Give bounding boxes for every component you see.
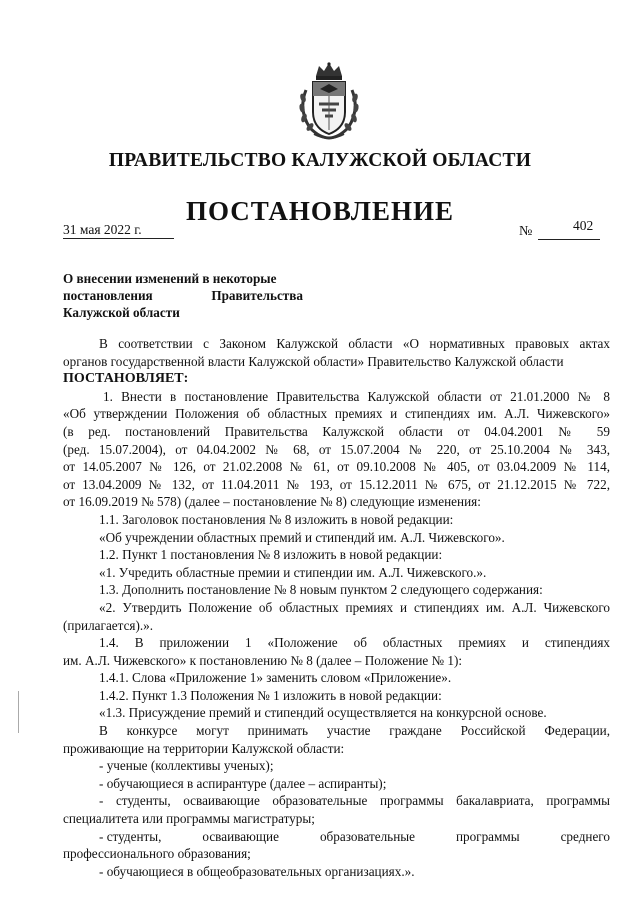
scan-margin-mark	[18, 691, 19, 733]
list-item: - ученые (коллективы ученых);	[99, 758, 274, 774]
list-word: - студенты,	[99, 828, 162, 844]
body-line: В соответствии с Законом Калужской области «О нормативных правовых актах	[99, 336, 610, 351]
decree-word: ПОСТАНОВЛЯЕТ:	[63, 371, 189, 387]
body-line: им. А.Л. Чижевского» к постановлению № 8 (далее – Положение № 1):	[63, 652, 463, 668]
list-word: образовательные	[319, 828, 415, 844]
body-line: «1.3. Присуждение премий и стипендий осуществляется на конкурсной основе.	[99, 705, 547, 721]
body-line: «Об учреждении областных премий и стипендий им. А.Л. Чижевского».	[99, 529, 505, 545]
number-sign: №	[519, 224, 533, 239]
body-line: «1. Учредить областные премии и стипендии им. А.Л. Чижевского.».	[99, 564, 487, 580]
body-line: (прилагается).».	[63, 617, 154, 633]
list-item: - обучающиеся в аспирантуре (далее – аспиранты);	[99, 775, 387, 791]
document-subject	[63, 270, 303, 321]
body-line: (в ред. постановлений Правительства Калужской области от 04.04.2001 № 59	[63, 423, 610, 439]
body-line: профессионального образования;	[63, 846, 251, 862]
subject-word: постановления	[63, 288, 153, 303]
body-line: 1. Внести в постановление Правительства Калужской области от 21.01.2000 № 8	[103, 388, 610, 404]
subject-line: О внесении изменений в некоторые	[63, 271, 277, 286]
list-item: - обучающиеся в общеобразовательных организациях.».	[99, 863, 415, 879]
body-line: 1.2. Пункт 1 постановления № 8 изложить в новой редакции:	[99, 547, 443, 563]
list-item	[63, 828, 610, 846]
document-body	[63, 335, 610, 880]
body-line: (ред. 15.07.2004), от 04.04.2002 № 68, от 15.07.2004 № 220, от 25.10.2004 № 343,	[63, 441, 610, 457]
subject-line	[63, 287, 303, 304]
subject-word: Правительства	[211, 288, 303, 303]
body-line: «Об утверждении Положения об областных премиях и стипендиях им. А.Л. Чижевского»	[63, 406, 610, 422]
body-line: проживающие на территории Калужской области:	[63, 740, 345, 756]
body-line: В конкурсе могут принимать участие граждане Российской Федерации,	[99, 723, 610, 739]
body-line: органов государственной власти Калужской области» Правительство Калужской области	[63, 353, 564, 369]
coat-of-arms-emblem	[296, 62, 362, 140]
list-word: среднего	[560, 828, 610, 844]
document-date: 31 мая 2022 г.	[63, 222, 142, 237]
body-line: специалитета или программы магистратуры;	[63, 811, 315, 827]
body-line: 1.1. Заголовок постановления № 8 изложить в новой редакции:	[99, 511, 454, 527]
date-underline	[63, 238, 174, 239]
list-word: программы	[455, 828, 520, 844]
body-line: 1.4. В приложении 1 «Положение об областных премиях и стипендиях	[99, 635, 610, 651]
body-line: 1.3. Дополнить постановление № 8 новым пунктом 2 следующего содержания:	[99, 582, 543, 598]
body-line: от 14.05.2007 № 126, от 21.02.2008 № 61, от 09.10.2008 № 405, от 03.04.2009 № 114,	[63, 459, 610, 475]
body-line: 1.4.2. Пункт 1.3 Положения № 1 изложить в новой редакции:	[99, 687, 442, 703]
list-item: - студенты, осваивающие образовательные программы бакалавриата, программы	[99, 793, 610, 809]
subject-line: Калужской области	[63, 305, 180, 320]
document-type-title: ПОСТАНОВЛЕНИЕ	[185, 196, 455, 226]
number-underline	[538, 239, 600, 240]
body-line: 1.4.1. Слова «Приложение 1» заменить словом «Приложение».	[99, 670, 452, 686]
list-word: осваивающие	[202, 828, 279, 844]
body-line: «2. Утвердить Положение об областных премиях и стипендиях им. А.Л. Чижевского	[99, 599, 610, 615]
body-line: от 13.04.2009 № 132, от 11.04.2011 № 193, от 15.12.2011 № 675, от 21.12.2015 № 722,	[63, 476, 610, 492]
document-number: 402	[573, 218, 594, 233]
government-title: ПРАВИТЕЛЬСТВО КАЛУЖСКОЙ ОБЛАСТИ	[108, 150, 532, 171]
body-line: от 16.09.2019 № 578) (далее – постановление № 8) следующие изменения:	[63, 494, 481, 510]
